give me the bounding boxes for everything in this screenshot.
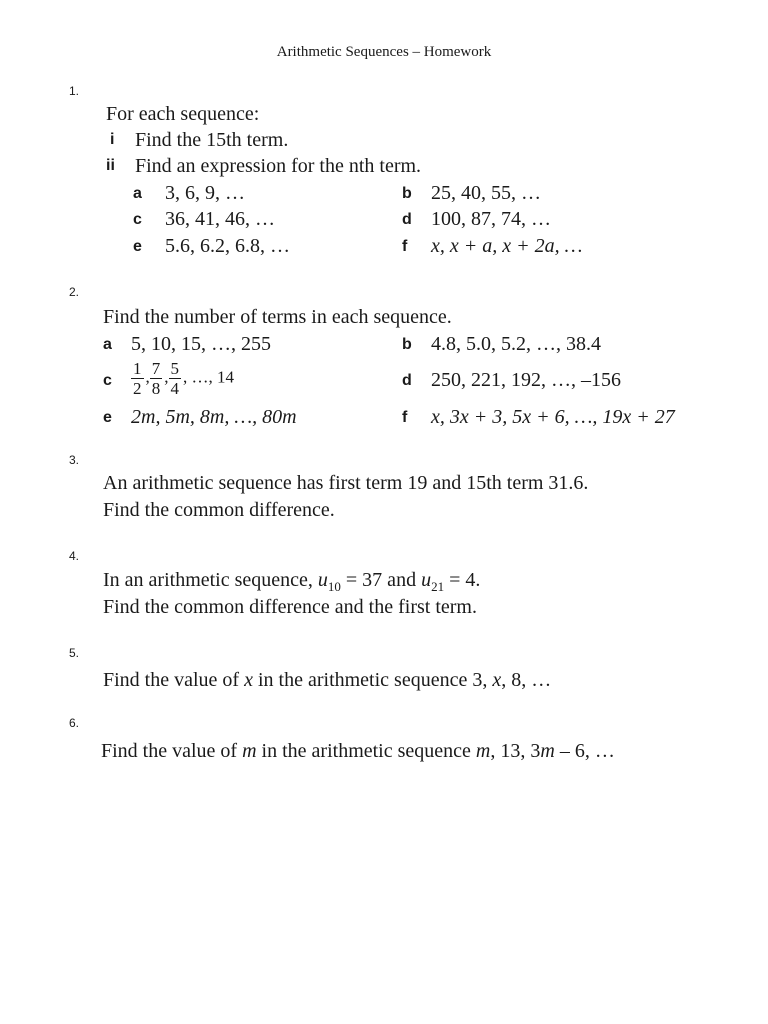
part-i-label: i	[110, 131, 115, 148]
question-4-line-2: Find the common difference and the first term.	[103, 596, 477, 618]
question-3-line-1: An arithmetic sequence has first term 19 and 15th term 31.6.	[103, 472, 589, 494]
question-5-text: Find the value of x in the arithmetic sequence 3, x, 8, …	[103, 669, 552, 691]
q2-item-a-label: a	[103, 336, 112, 353]
q1-item-b-sequence: 25, 40, 55, …	[431, 182, 541, 204]
q2-item-a-sequence: 5, 10, 15, …, 255	[131, 333, 271, 355]
q2-item-f-sequence: x, 3x + 3, 5x + 6, …, 19x + 27	[431, 406, 675, 428]
q1-item-c-sequence: 36, 41, 46, …	[165, 208, 275, 230]
question-2-number: 2.	[69, 285, 80, 299]
part-i-text: Find the 15th term.	[135, 129, 289, 151]
q2-item-d-label: d	[402, 372, 412, 389]
q1-item-c-label: c	[133, 211, 142, 228]
q2-item-e-sequence: 2m, 5m, 8m, …, 80m	[131, 406, 297, 428]
sequence-tail: …, 14	[191, 367, 234, 387]
q1-item-b-label: b	[402, 185, 412, 202]
question-6-text: Find the value of m in the arithmetic sequence m, 13, 3m – 6, …	[101, 740, 615, 762]
question-1-number: 1.	[69, 84, 80, 98]
question-5-number: 5.	[69, 646, 80, 660]
fraction: $\frac{1}{2}$	[133, 359, 142, 398]
part-ii-label: ii	[106, 157, 115, 174]
q2-item-d-sequence: 250, 221, 192, …, –156	[431, 369, 621, 391]
q2-item-b-label: b	[402, 336, 412, 353]
question-2-intro: Find the number of terms in each sequence.	[103, 306, 452, 328]
fraction: $\frac{7}{8}$	[151, 359, 161, 398]
q1-item-f-label: f	[402, 238, 408, 255]
q1-item-a-sequence: 3, 6, 9, …	[165, 182, 245, 204]
q2-item-b-sequence: 4.8, 5.0, 5.2, …, 38.4	[431, 333, 601, 355]
q2-item-c-label: c	[103, 372, 112, 389]
q1-item-a-label: a	[133, 185, 142, 202]
q1-item-e-sequence: 5.6, 6.2, 6.8, …	[165, 235, 290, 257]
question-6-number: 6.	[69, 716, 80, 730]
q1-item-d-label: d	[402, 211, 412, 228]
q2-item-f-label: f	[402, 409, 408, 426]
fraction: $\frac{5}{4}$	[170, 359, 179, 398]
question-3-number: 3.	[69, 453, 80, 467]
question-4-line-1: In an arithmetic sequence, $u_{10} = 37$ and $u_{21} = 4$.	[103, 569, 481, 594]
q1-item-f-sequence: x, x + a, x + 2a, …	[431, 235, 583, 257]
question-4-number: 4.	[69, 549, 80, 563]
q2-item-e-label: e	[103, 409, 112, 426]
q1-item-d-sequence: 100, 87, 74, …	[431, 208, 551, 230]
q1-item-e-label: e	[133, 238, 142, 255]
part-ii-text: Find an expression for the nth term.	[135, 155, 422, 177]
question-3-line-2: Find the common difference.	[103, 499, 335, 521]
page-title: Arithmetic Sequences – Homework	[276, 44, 492, 60]
q2-item-c-sequence: $\frac{1}{2}$ , $\frac{7}{8}$ , $\frac{5}{4}$ , …, 14	[133, 359, 234, 398]
question-1-intro: For each sequence:	[106, 103, 260, 125]
